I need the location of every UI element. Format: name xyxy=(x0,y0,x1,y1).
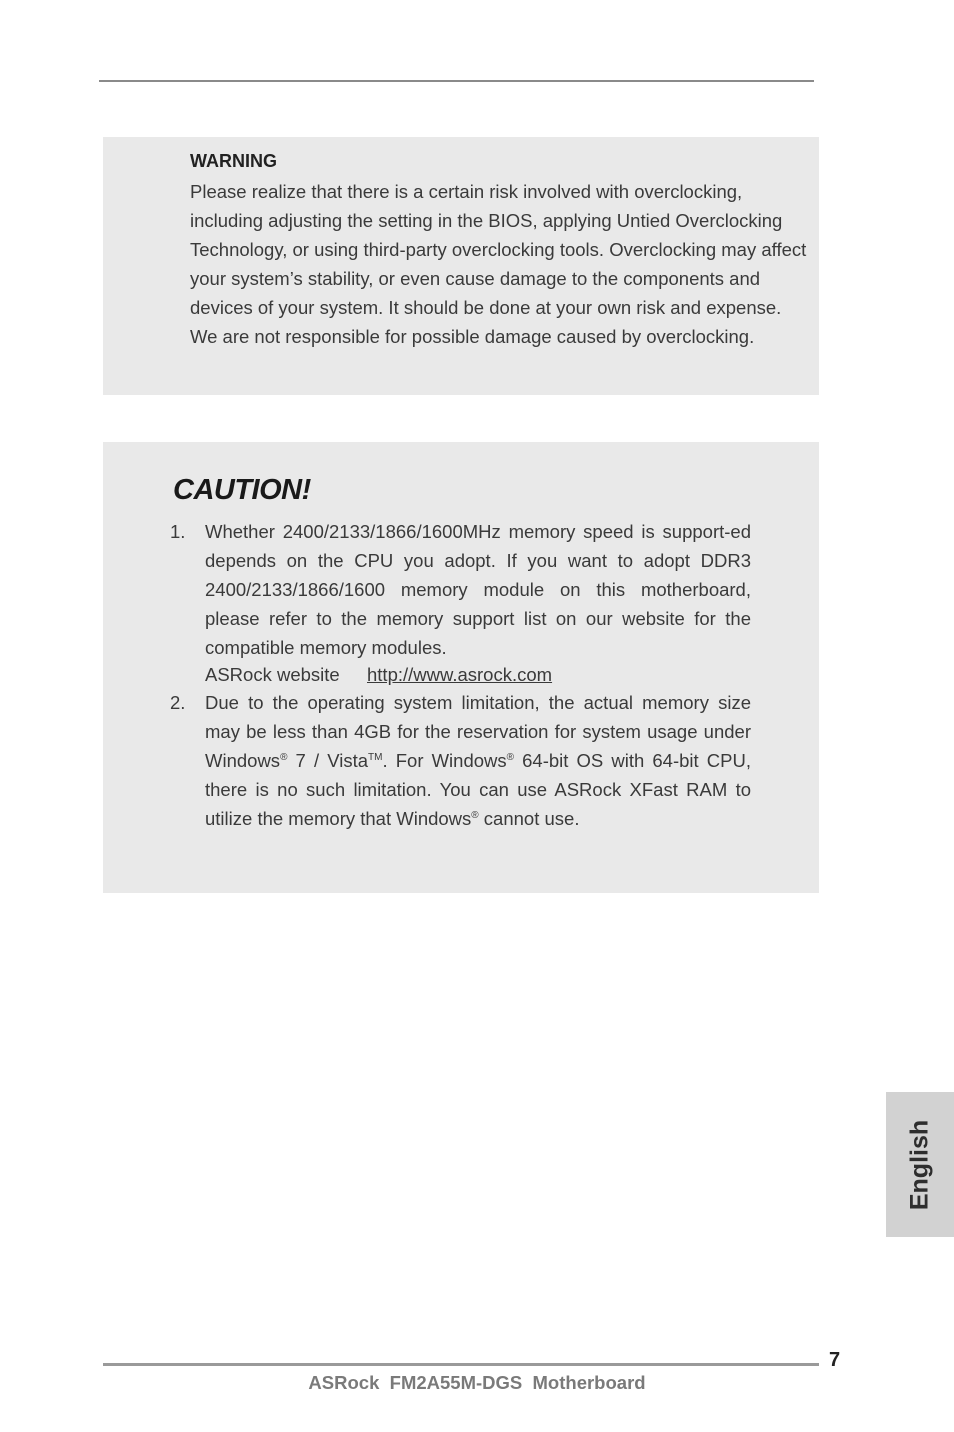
language-tab xyxy=(886,1092,954,1237)
text-segment: Due to the operating system limitation, the actual memory size may be less than 4GB for the reservation for system usage under Windows xyxy=(205,692,751,771)
warning-box xyxy=(103,137,819,395)
text-segment: cannot use. xyxy=(478,808,580,829)
trademark-mark: TM xyxy=(368,751,383,763)
registered-mark: ® xyxy=(280,751,288,763)
list-item xyxy=(103,688,819,833)
warning-text: Please realize that there is a certain risk involved with overclocking, including adjusting the setting in the BIOS, applying Untied Overclocking Technology, or using third-party overclocking tools. Overclocking may affect your system’s stability, or even cause damage to the components and devices of your system. It should be done at your own risk and expense. We are not responsible for possible damage caused by overclocking. xyxy=(190,181,807,347)
website-link[interactable]: http://www.asrock.com xyxy=(367,664,553,685)
list-item-text xyxy=(205,688,751,833)
page-number: 7 xyxy=(829,1349,841,1371)
caution-title: CAUTION! xyxy=(173,474,311,506)
caution-box xyxy=(103,442,819,893)
website-label: ASRock website xyxy=(205,664,340,685)
list-number: 1. xyxy=(170,521,186,542)
registered-mark: ® xyxy=(471,809,479,821)
list-item-text: Whether 2400/2133/1866/1600MHz memory speed is support-ed depends on the CPU you adopt. If you want to adopt DDR3 2400/2133/1866/1600 memory module on this motherboard, please refer to the memory support list on our website for the compatible memory modules. xyxy=(205,521,751,658)
footer-text: ASRock FM2A55M-DGS Motherboard xyxy=(308,1372,646,1393)
list-item xyxy=(103,517,819,688)
text-segment: 7 / Vista xyxy=(287,750,369,771)
registered-mark: ® xyxy=(506,751,515,763)
caution-list xyxy=(103,517,819,833)
text-segment: . For Windows xyxy=(382,750,507,771)
language-label: English xyxy=(905,1119,934,1210)
top-divider xyxy=(99,80,814,82)
list-number: 2. xyxy=(170,692,186,713)
footer-divider xyxy=(103,1363,819,1366)
text-segment: 64-bit OS with 64-bit CPU, there is no such limitation. You can use ASRock XFast RAM to utilize the memory that Windows xyxy=(205,750,751,829)
warning-title: WARNING xyxy=(190,151,277,171)
website-line xyxy=(205,662,819,688)
